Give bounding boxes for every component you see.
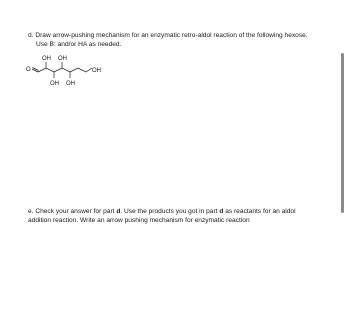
carbon-skeleton (32, 62, 92, 78)
oh-label-top-2: OH (58, 56, 67, 62)
question-e (28, 208, 328, 225)
oh-label-end: OH (92, 68, 101, 74)
oh-label-top-1: OH (42, 56, 51, 62)
question-e-bold-d-2: d (219, 208, 224, 215)
question-e-line-2: addition reaction. Write an arrow pushing mechanism for enzymatic reaction (28, 216, 250, 224)
question-d-line-2: Use B: and/or HA as needed. (36, 40, 122, 48)
question-e-bold-d: d (116, 208, 121, 215)
oh-label-bottom-2: OH (66, 81, 75, 87)
question-d (28, 32, 328, 49)
carbonyl-oxygen-label: O (26, 67, 31, 73)
oh-label-bottom-1: OH (50, 81, 59, 87)
question-e-line-1-end: as reactants for an aldol (223, 208, 296, 215)
question-d-line-1: d. Draw arrow-pushing mechanism for an enzymatic retro-aldol reaction of the following hexose. (28, 32, 308, 39)
question-e-mid: . Use the products you got in part (120, 208, 220, 215)
question-e-prefix: e. Check your answer for part (28, 208, 117, 215)
hexose-structure (26, 52, 110, 90)
vertical-scrollbar[interactable] (341, 53, 344, 213)
